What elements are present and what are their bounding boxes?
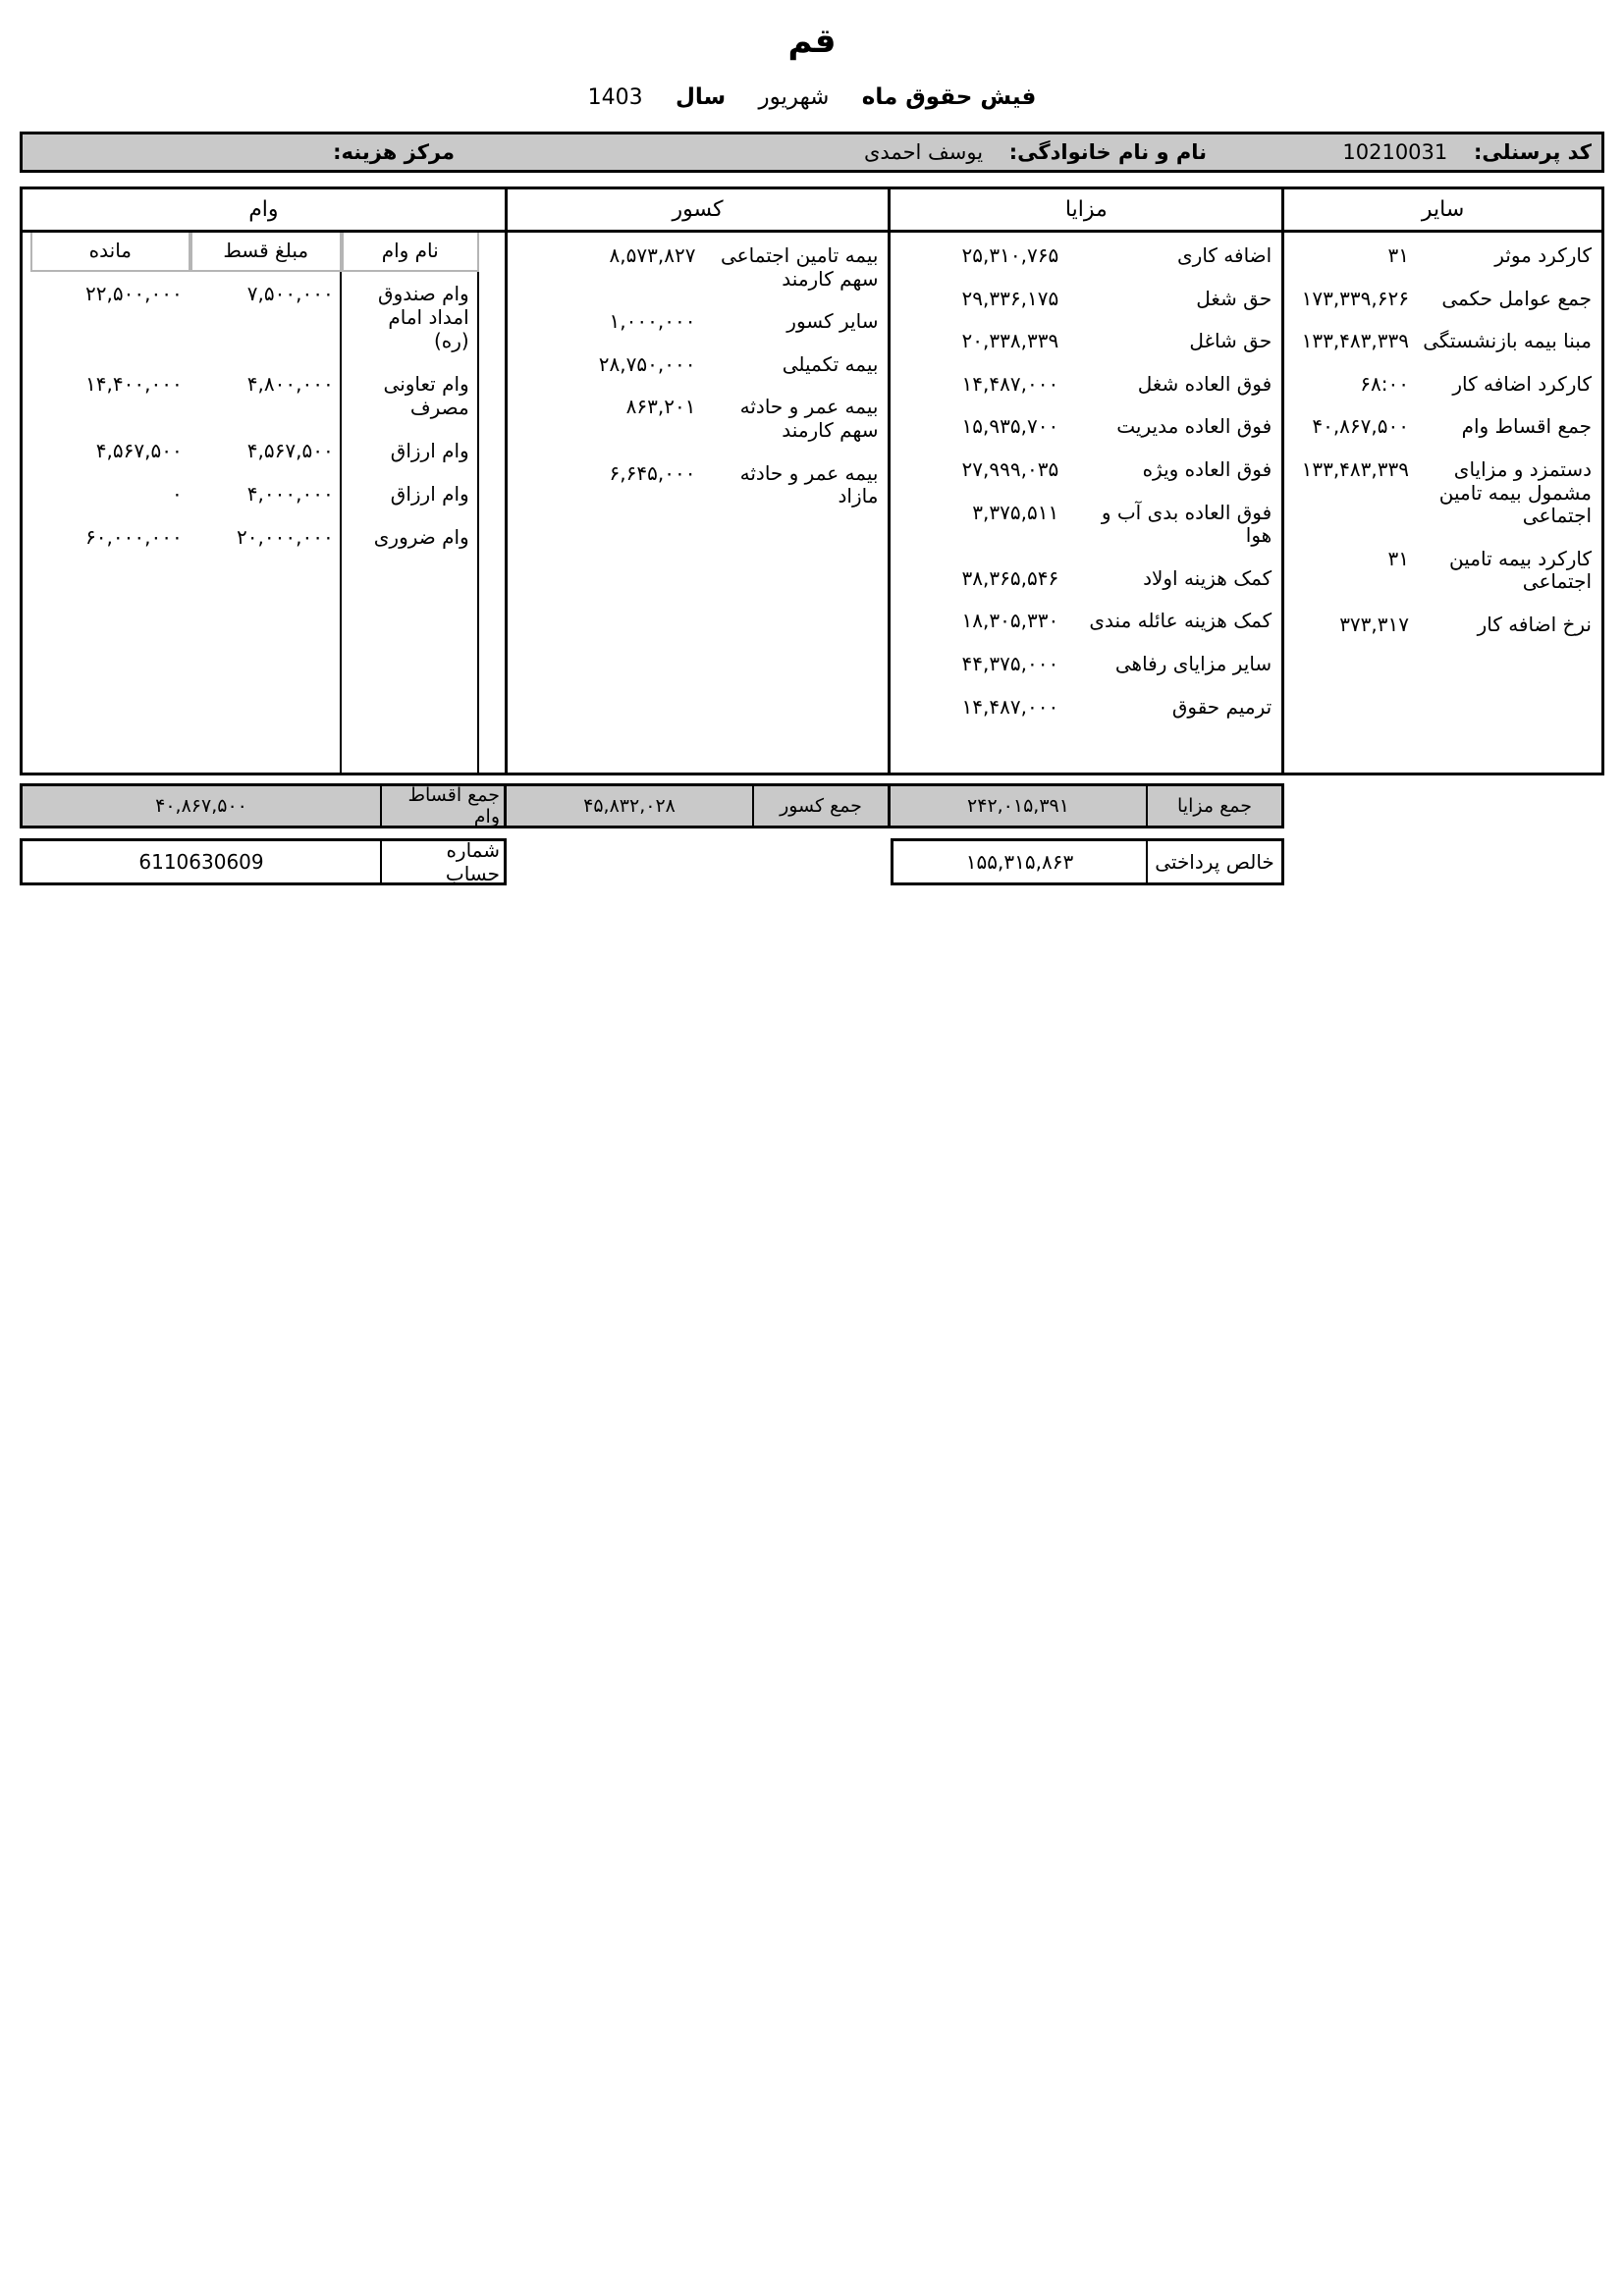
table-row bbox=[517, 310, 879, 334]
row-label: بیمه تکمیلی bbox=[782, 351, 879, 376]
row-label: کارکرد اضافه کار bbox=[1452, 371, 1592, 396]
section-loans-title: وام bbox=[23, 189, 505, 233]
table-row bbox=[900, 330, 1272, 353]
subtitle-year-value: 1403 bbox=[587, 85, 643, 110]
net-pay-value: ۱۵۵,۳۱۵,۸۶۳ bbox=[965, 850, 1074, 874]
row-value: ۴۰,۸۶۷,۵۰۰ bbox=[1312, 414, 1409, 439]
table-row bbox=[1294, 415, 1592, 439]
loan-name-column-right-border bbox=[477, 272, 479, 773]
total-loan-installments-label: جمع اقساط وام bbox=[380, 786, 504, 826]
row-value: ۱۸,۳۰۵,۳۳۰ bbox=[961, 609, 1059, 633]
loan-installment: ۴,۵۶۷,۵۰۰ bbox=[246, 439, 334, 462]
payslip-table bbox=[20, 187, 1604, 775]
table-row bbox=[900, 415, 1272, 439]
table-row bbox=[900, 502, 1272, 548]
loan-name: وام ارزاق bbox=[390, 482, 469, 506]
loan-column-header-installment: مبلغ قسط bbox=[190, 233, 342, 272]
table-row bbox=[517, 244, 879, 291]
loan-balance: ۶۰,۰۰۰,۰۰۰ bbox=[85, 525, 183, 549]
total-deductions-value: ۴۵,۸۳۲,۰۲۸ bbox=[583, 795, 676, 817]
section-other bbox=[1281, 189, 1601, 773]
loan-installment: ۴,۸۰۰,۰۰۰ bbox=[246, 372, 334, 396]
loan-name: وام ضروری bbox=[373, 525, 469, 549]
row-value: ۸۶۳,۲۰۱ bbox=[625, 395, 696, 419]
row-value: ۶,۶۴۵,۰۰۰ bbox=[609, 460, 696, 485]
row-label: بیمه عمر و حادثه سهم کارمند bbox=[739, 395, 879, 442]
total-benefits-value: ۲۴۲,۰۱۵,۳۹۱ bbox=[967, 795, 1069, 817]
table-row bbox=[1294, 373, 1592, 397]
row-label: جمع عوامل حکمی bbox=[1441, 286, 1592, 310]
row-value: ۳۸,۳۶۵,۵۴۶ bbox=[961, 565, 1059, 590]
employee-name-group bbox=[864, 140, 1207, 164]
row-value: ۱۳۳,۴۸۳,​۳۳۹ bbox=[1301, 329, 1409, 353]
row-label: ترمیم حقوق bbox=[1171, 694, 1272, 719]
row-value: ۲۹,۳۳۶,۱۷۵ bbox=[961, 286, 1059, 310]
total-benefits bbox=[888, 786, 1281, 826]
section-benefits-body bbox=[891, 233, 1281, 719]
section-deductions-body bbox=[508, 233, 889, 508]
section-deductions-title: کسور bbox=[508, 189, 889, 233]
row-label: فوق العاده مدیریت bbox=[1116, 414, 1272, 439]
row-value: ۸,۵۷۳,۸۲۷ bbox=[609, 243, 696, 267]
subtitle-month-label: فیش حقوق ماه bbox=[861, 84, 1037, 110]
row-value: ۱۴,۴۸۷,۰۰۰ bbox=[961, 694, 1059, 719]
row-label: سایر مزایای رفاهی bbox=[1114, 651, 1272, 675]
loan-name: وام صندوق امداد امام (ره) bbox=[378, 282, 469, 352]
section-benefits-title: مزایا bbox=[891, 189, 1281, 233]
row-label: فوق العاده شغل bbox=[1137, 371, 1272, 396]
row-value: ۲۰,۳۳۸,۳۳۹ bbox=[961, 329, 1059, 353]
table-row bbox=[900, 567, 1272, 591]
subtitle-year-label: سال bbox=[675, 84, 727, 110]
row-value: ۶۸:۰۰ bbox=[1360, 371, 1409, 396]
table-row bbox=[900, 696, 1272, 720]
table-row bbox=[900, 244, 1272, 268]
row-value: ۳۷۳,۳۱۷ bbox=[1339, 612, 1409, 636]
row-label: نرخ اضافه کار bbox=[1477, 612, 1592, 636]
row-label: مبنا بیمه بازنشستگی bbox=[1423, 329, 1592, 353]
table-row bbox=[900, 288, 1272, 311]
row-label: کمک هزینه اولاد bbox=[1143, 565, 1272, 590]
table-row bbox=[900, 610, 1272, 633]
bottom-spacer bbox=[507, 838, 891, 885]
table-row bbox=[1294, 614, 1592, 637]
loans-grid bbox=[23, 233, 505, 566]
row-label: حق شاغل bbox=[1189, 329, 1272, 353]
loan-name: وام تعاونی مصرف bbox=[383, 372, 469, 419]
net-pay-label: خالص پرداختی bbox=[1146, 841, 1281, 882]
section-loans-body bbox=[23, 233, 505, 773]
row-value: ۲۷,۹۹۹,۰۳۵ bbox=[961, 456, 1059, 481]
cost-center-group bbox=[333, 140, 455, 164]
table-row bbox=[1294, 548, 1592, 594]
table-row bbox=[1294, 244, 1592, 268]
section-other-title: سایر bbox=[1284, 189, 1601, 233]
row-label: دستمزد و مزایای مشمول بیمه تامین اجتماعی bbox=[1438, 456, 1592, 528]
employee-name-value: یوسف احمدی bbox=[863, 140, 984, 164]
row-label: جمع اقساط وام bbox=[1461, 414, 1592, 439]
loan-balance: ۰ bbox=[171, 482, 183, 506]
row-label: سایر کسور bbox=[786, 309, 879, 334]
row-value: ۳۱ bbox=[1387, 546, 1409, 570]
row-label: حق شغل bbox=[1196, 286, 1272, 310]
row-value: ۲۵,۳۱۰,۷۶۵ bbox=[961, 243, 1059, 267]
net-pay-box bbox=[891, 838, 1284, 885]
page-title: قم bbox=[787, 22, 837, 61]
payslip-subtitle bbox=[0, 84, 1624, 110]
total-loan-installments bbox=[23, 786, 504, 826]
loan-balance: ۴,۵۶۷,۵۰۰ bbox=[95, 439, 183, 462]
totals-bar bbox=[20, 783, 1284, 828]
row-label: کمک هزینه عائله مندی bbox=[1089, 609, 1272, 633]
loan-balance: ۱۴,۴۰۰,۰۰۰ bbox=[85, 372, 183, 396]
loan-installment: ۴,۰۰۰,۰۰۰ bbox=[246, 482, 334, 506]
table-row bbox=[517, 353, 879, 377]
row-value: ۱۳۳,۴۸۳,​۳۳۹ bbox=[1301, 456, 1409, 481]
total-deductions-label: جمع کسور bbox=[752, 786, 888, 826]
table-row bbox=[1294, 458, 1592, 528]
account-number-value: 6110630609 bbox=[138, 850, 264, 874]
table-row bbox=[900, 458, 1272, 482]
section-other-body bbox=[1284, 233, 1601, 637]
loan-name: وام ارزاق bbox=[390, 439, 469, 462]
row-label: کارکرد بیمه تامین اجتماعی bbox=[1449, 546, 1592, 594]
loan-installment: ۲۰,۰۰۰,۰۰۰ bbox=[237, 525, 334, 549]
total-loan-installments-value: ۴۰,۸۶۷,۵۰۰ bbox=[155, 795, 247, 817]
total-benefits-label: جمع مزایا bbox=[1146, 786, 1281, 826]
subtitle-month-value: شهریور bbox=[758, 84, 830, 110]
loan-installment: ۷,۵۰۰,۰۰۰ bbox=[246, 282, 334, 305]
personnel-code-value: 10210031 bbox=[1342, 140, 1448, 164]
account-number-label: شماره حساب bbox=[380, 841, 504, 882]
row-label: فوق العاده بدی آب و هوا bbox=[1101, 500, 1272, 548]
loan-column-header-balance: مانده bbox=[30, 233, 190, 272]
row-value: ۱۷۳,۳۳۹,​۶۲۶ bbox=[1301, 286, 1409, 310]
personnel-code-group bbox=[1342, 140, 1592, 164]
row-value: ۳۱ bbox=[1387, 243, 1409, 267]
row-label: بیمه عمر و حادثه مازاد bbox=[739, 460, 879, 508]
row-label: کارکرد موثر bbox=[1494, 243, 1592, 267]
row-value: ۱,۰۰۰,۰۰۰ bbox=[609, 309, 696, 334]
row-label: اضافه کاری bbox=[1177, 243, 1272, 267]
row-value: ۱۴,۴۸۷,۰۰۰ bbox=[961, 371, 1059, 396]
table-row bbox=[1294, 330, 1592, 353]
table-row bbox=[1294, 288, 1592, 311]
bottom-row bbox=[20, 838, 1284, 885]
table-row bbox=[900, 653, 1272, 676]
row-value: ۲۸,۷۵۰,۰۰۰ bbox=[598, 351, 696, 376]
table-row bbox=[517, 396, 879, 442]
section-deductions bbox=[505, 189, 889, 773]
row-value: ۱۵,۹۳۵,۷۰۰ bbox=[961, 414, 1059, 439]
table-row bbox=[900, 373, 1272, 397]
loan-column-header-name: نام وام bbox=[342, 233, 479, 272]
section-loans bbox=[23, 189, 505, 773]
table-row bbox=[517, 462, 879, 508]
personnel-code-label: کد پرسنلی: bbox=[1473, 140, 1592, 164]
employee-name-label: نام و نام خانوادگی: bbox=[1008, 140, 1207, 164]
employee-info-bar bbox=[20, 132, 1604, 173]
row-value: ۴۴,۳۷۵,۰۰۰ bbox=[961, 651, 1059, 675]
section-benefits bbox=[888, 189, 1281, 773]
total-deductions bbox=[504, 786, 888, 826]
loan-name-column-left-border bbox=[340, 272, 342, 773]
cost-center-label: مرکز هزینه: bbox=[333, 140, 455, 164]
row-value: ۳,۳۷۵,۵۱۱ bbox=[972, 500, 1059, 524]
row-label: فوق العاده ویژه bbox=[1142, 456, 1272, 481]
loan-balance: ۲۲,۵۰۰,۰۰۰ bbox=[85, 282, 183, 305]
row-label: بیمه تامین اجتماعی سهم کارمند bbox=[721, 243, 879, 291]
account-number-box bbox=[20, 838, 507, 885]
